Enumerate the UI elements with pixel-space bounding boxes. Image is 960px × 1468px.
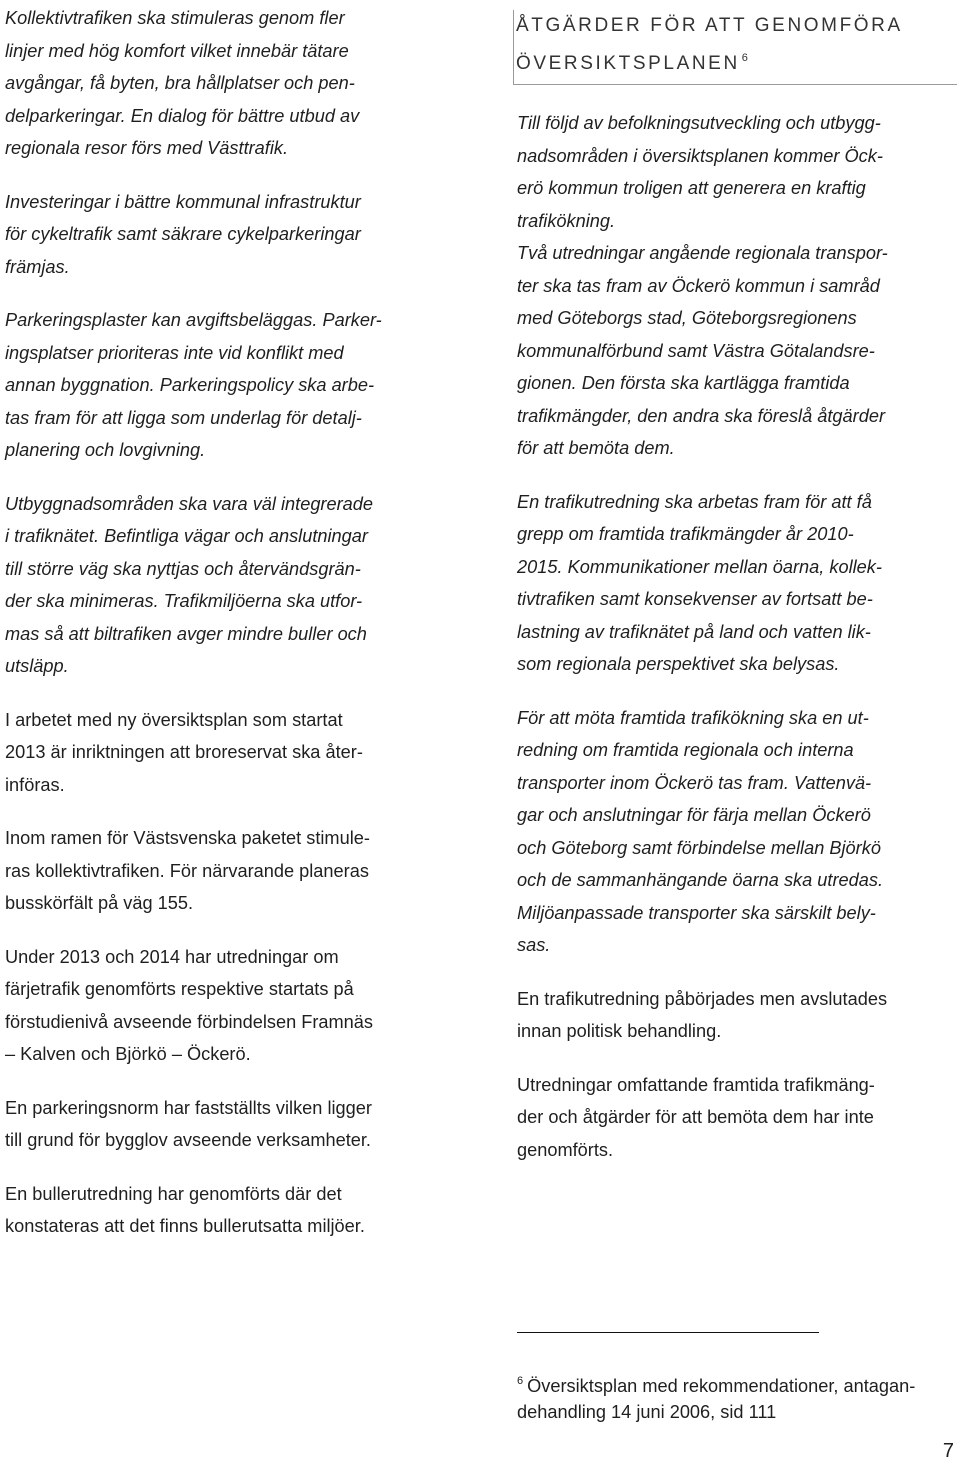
footnote-number: 6	[517, 1375, 524, 1387]
paragraph-utredning-paborjad: En trafikutredning påbörjades men avslutades innan politisk behandling.	[517, 988, 888, 1041]
paragraph-vastsvenska-paketet: Inom ramen för Västsvenska paketet stimule- ras kollektivtrafiken. För närvarande planeras busskörfält på väg 155.	[5, 828, 370, 913]
paragraph-parkeringsnorm: En parkeringsnorm har fastställts vilken ligger till grund för bygglov avseende verksamheter.	[5, 1097, 372, 1150]
footnote-text: Översiktsplan med rekommendationer, antagan- dehandling 14 juni 2006, sid 111	[517, 1376, 916, 1422]
heading-line-2	[516, 42, 957, 80]
paragraph-bullerutredning: En bullerutredning har genomförts där det konstateras att det finns bullerutsatta miljöer.	[5, 1183, 365, 1236]
left-column	[5, 2, 445, 1264]
paragraph-parkering: Parkeringsplaster kan avgiftsbeläggas. Parker- ingsplatser prioriteras inte vid konflikt med annan byggnation. Parkeringspolicy ska arbe- tas fram för att ligga som underlag för detalj- planering och lovgivning.	[5, 310, 382, 460]
paragraph-broreservat: I arbetet med ny översiktsplan som startat 2013 är inriktningen att broreservat ska åter- införas.	[5, 709, 363, 795]
paragraph-utredningar-ej-genomforda: Utredningar omfattande framtida trafikmäng- der och åtgärder för att bemöta dem har inte genomförts.	[517, 1074, 875, 1160]
right-column	[517, 10, 957, 1187]
paragraph-utbyggnadsomraden: Utbyggnadsområden ska vara väl integrerade i trafiknätet. Befintliga vägar och anslutningar till större väg ska nyttjas och återvändsgrän- der ska minimeras. Trafikmiljöerna ska utfor- mas så att biltrafiken avger mindre buller och utsläpp.	[5, 493, 374, 676]
heading-footnote-ref: 6	[741, 52, 748, 64]
heading-line-1: ÅTGÄRDER FÖR ATT GENOMFÖRA	[516, 15, 903, 36]
paragraph-trafikokning: Till följd av befolkningsutveckling och utbygg- nadsområden i översiktsplanen kommer Öck- erö kommun troligen att generera en kraftig trafikökning. Två utredningar angående regionala transpor- ter ska tas fram av Öckerö kommun i samråd med Göteborgs stad, Göteborgsregionens kommunalförbund samt Västra Götalandsre- gionen. Den första ska kartlägga framtida trafikmängder, den andra ska föreslå åtgärder för att bemöta dem.	[517, 113, 888, 458]
section-heading	[513, 10, 957, 85]
paragraph-farjetrafik: Under 2013 och 2014 har utredningar om färjetrafik genomförts respektive startats på förstudienivå avseende förbindelsen Framnäs – Kalven och Björkö – Öckerö.	[5, 946, 374, 1064]
paragraph-trafikutredning: En trafikutredning ska arbetas fram för att få grepp om framtida trafikmängder år 2010- 2015. Kommunikationer mellan öarna, kollek- tivtrafiken samt konsekvenser av fortsatt be- lastning av trafiknätet på land och vatten lik- som regionala perspektivet ska belysas.	[517, 491, 882, 674]
footnote-separator	[517, 1332, 819, 1333]
footnote	[517, 1368, 957, 1425]
page-number: 7	[942, 1440, 954, 1462]
paragraph-kollektivtrafik: Kollektivtrafiken ska stimuleras genom fler linjer med hög komfort vilket innebär tätare avgångar, få byten, bra hållplatser och pen- delparkeringar. En dialog för bättre utbud av regionala resor förs med Västtrafik.	[5, 8, 360, 158]
heading-line-2-text: ÖVERSIKTSPLANEN	[516, 53, 740, 74]
paragraph-cykeltrafik: Investeringar i bättre kommunal infrastruktur för cykeltrafik samt säkrare cykelparkeringar främjas.	[5, 191, 361, 277]
paragraph-mota-trafikokning: För att möta framtida trafikökning ska en ut- redning om framtida regionala och interna transporter inom Öckerö tas fram. Vattenvä- gar och anslutningar för färja mellan Öckerö och Göteborg samt förbindelse mellan Björkö och de sammanhängande öarna ska utredas. Miljöanpassade transporter ska särskilt bely- sas.	[517, 707, 884, 955]
